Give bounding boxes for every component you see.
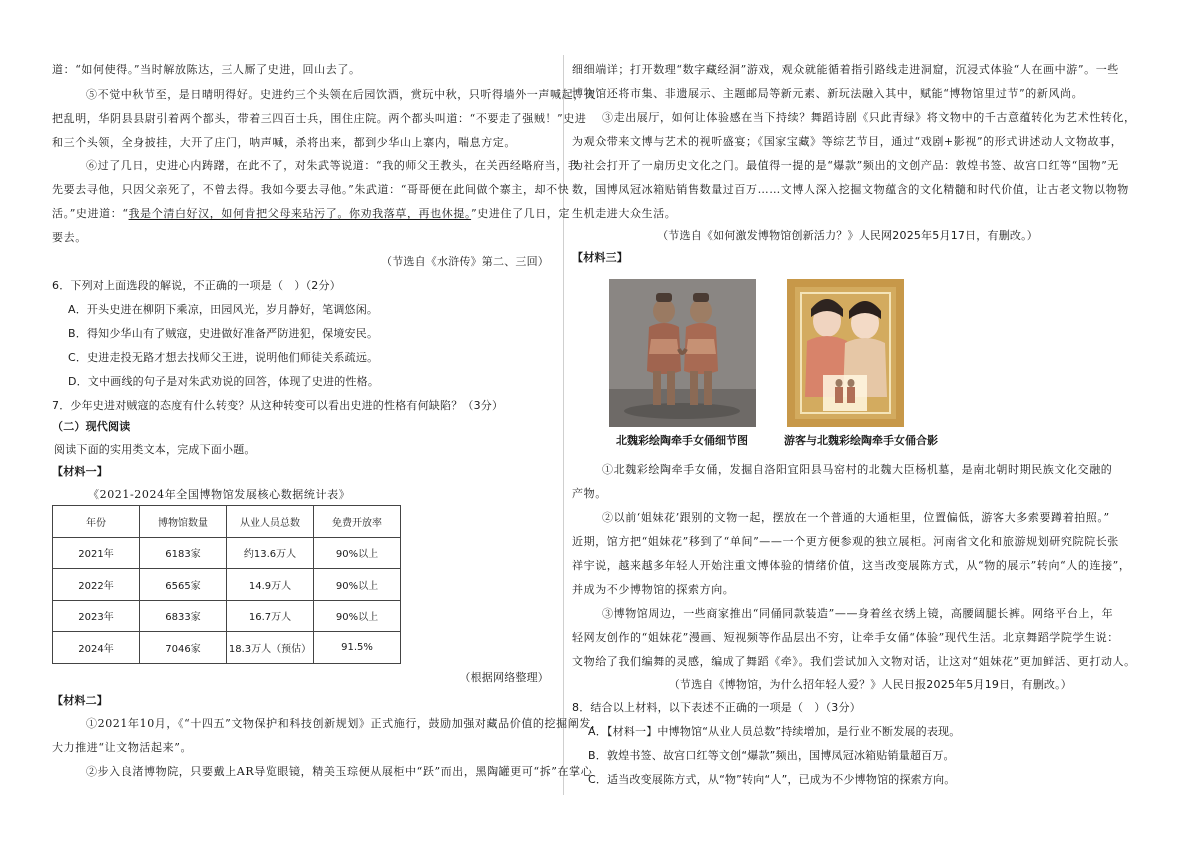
paragraph-line: 和三个头领，全身披挂，大开了庄门，呐声喊，杀将出来，都到少华山上寨内，喘息方定。 [52, 136, 516, 149]
table-cell: 90%以上 [314, 537, 401, 569]
paragraph-line: 细细端详；打开数理“数字藏经洞”游戏，观众就能循着指引路线走进洞窟，沉浸式体验“人在画中游”。一些 [572, 63, 1119, 76]
question-6: 6．下列对上面选段的解说，不正确的一项是（ ）（2分） [52, 279, 341, 292]
paragraph-line: ③博物馆周边，一些商家推出“同俑同款装造”——身着丝衣绣上镜，高腰阔腿长裤。网络平台上，年 [602, 607, 1114, 620]
paragraph-line: 为社会打开了一扇历史文化之门。最值得一提的是“爆款”频出的文创产品：敦煌书签、故宫口红等“国物”无 [572, 159, 1119, 172]
table-header-cell: 博物馆数量 [140, 506, 227, 538]
table-header-cell: 免费开放率 [314, 506, 401, 538]
paragraph-line: 产物。 [572, 487, 607, 500]
paragraph-line: ①2021年10月，《“十四五”文物保护和科技创新规划》正式施行，鼓励加强对藏品价值的挖掘阐发， [86, 717, 603, 730]
paragraph-line: ③走出展厅，如何让体验感在当下持续？舞蹈诗剧《只此青绿》将文物中的千古意蕴转化为艺术性转化， [602, 111, 1136, 124]
paragraph-line: 生机走进大众生活。 [572, 207, 677, 220]
paragraph-line: 近期，馆方把“姐妹花”移到了“单间”——一个更方便参观的独立展柜。河南省文化和旅游规划研究院院长张 [572, 535, 1119, 548]
table-cell: 6565家 [140, 569, 227, 601]
table-cell: 2021年 [53, 537, 140, 569]
table-row [53, 569, 401, 601]
table-cell: 6183家 [140, 537, 227, 569]
table-title: 《2021-2024年全国博物馆发展核心数据统计表》 [88, 488, 351, 501]
paragraph-line: 要去。 [52, 231, 87, 244]
table-header-cell: 从业人员总数 [227, 506, 314, 538]
option-c: C．史进走投无路才想去找师父王进，说明他们师徒关系疏远。 [68, 351, 379, 364]
table-cell: 2024年 [53, 632, 140, 664]
source-citation: （节选自《水浒传》第二、三回） [381, 255, 549, 268]
table-header-row [53, 506, 401, 538]
paragraph-line: 道：“如何使得。”当时解放陈达，三人厮了史进，回山去了。 [52, 63, 361, 76]
option-b: B．得知少华山有了贼寇，史进做好准备严防进犯，保境安民。 [68, 327, 379, 340]
table-cell: 2023年 [53, 600, 140, 632]
paragraph-line: ⑤不觉中秋节至，是日晴明得好。史进约三个头领在后园饮酒，赏玩中秋，只听得墙外一声喊起，火 [86, 88, 597, 101]
table-cell: 90%以上 [314, 569, 401, 601]
visitor-illustration [787, 279, 904, 427]
text-span: ”史进住了几日，定 [471, 207, 571, 220]
paragraph-line: 文物给了我们编舞的灵感，编成了舞蹈《牵》。我们尝试加入文物对话，让这对“姐妹花”更加鲜活、更打动人。 [572, 655, 1136, 668]
paragraph-line: 并成为不少博物馆的探索方向。 [572, 583, 735, 596]
table-header-cell: 年份 [53, 506, 140, 538]
paragraph-line: 祥宇说，越来越多年轻人开始注重文博体验的情绪价值，这当改变展陈方式，从“物的展示”转向“人的连接”， [572, 559, 1131, 572]
option-a: A．开头史进在柳阴下乘凉，田园风光，岁月静好，笔调悠闲。 [68, 303, 379, 316]
question-8: 8．结合以上材料，以下表述不正确的一项是（ ）（3分） [572, 701, 861, 714]
figurine-detail-photo [609, 279, 756, 427]
stats-table [52, 505, 401, 664]
paragraph-line: 轻网友创作的“姐妹花”漫画、短视频等作品层出不穷，让牵手女俑“体验”现代生活。北京舞蹈学院学生说： [572, 631, 1119, 644]
source-citation: （节选自《如何激发博物馆创新活力？》人民网2025年5月17日，有删改。） [657, 229, 1038, 242]
option-a: A．【材料一】中博物馆“从业人员总数”持续增加，是行业不断发展的表现。 [588, 725, 961, 738]
table-cell: 6833家 [140, 600, 227, 632]
table-cell: 约13.6万人 [227, 537, 314, 569]
paragraph-line: 博物馆还将市集、非遗展示、主题邮局等新元素、新玩法融入其中，赋能“博物馆里过节”的新风尚。 [572, 87, 1084, 100]
paragraph-line: 为观众带来文博与艺术的视听盛宴；《国家宝藏》等综艺节目，通过“戏剧+影视”的形式讲述动人文物故事， [572, 135, 1123, 148]
table-cell: 2022年 [53, 569, 140, 601]
table-row [53, 600, 401, 632]
source-citation: （节选自《博物馆，为什么招年轻人爱？》人民日报2025年5月19日，有删改。） [668, 678, 1072, 691]
material-3-label: 【材料三】 [572, 251, 628, 264]
table-cell: 91.5% [314, 632, 401, 664]
option-c: C．适当改变展陈方式，从“物”转向“人”，已成为不少博物馆的探索方向。 [588, 773, 956, 786]
figure-caption: 北魏彩绘陶牵手女俑细节图 [616, 434, 748, 447]
figurine-illustration [609, 279, 756, 427]
paragraph-line: 先要去寻他，只因父亲死了，不曾去得。我如今要去寻他。”朱武道：“哥哥便在此间做个寨主，却不快 [52, 183, 570, 196]
option-d: D．文中画线的句子是对朱武劝说的回答，体现了史进的性格。 [68, 375, 380, 388]
figure-caption: 游客与北魏彩绘陶牵手女俑合影 [784, 434, 938, 447]
table-source: （根据网络整理） [459, 671, 549, 684]
paragraph-line: 把乱明，华阴县县尉引着两个都头，带着三四百士兵，围住庄院。两个都头叫道：“不要走了强贼！”史进 [52, 112, 587, 125]
visitor-photo [787, 279, 904, 427]
paragraph-line: 大力推进“让文物活起来”。 [52, 741, 193, 754]
section-heading: （二）现代阅读 [52, 420, 131, 433]
paragraph-line: 数，国博凤冠冰箱贴销售数量过百万……文博人深入挖掘文物蕴含的文化精髓和时代价值，让古老文物以物物 [572, 183, 1129, 196]
table-cell: 18.3万人（预估） [227, 632, 314, 664]
table-cell: 7046家 [140, 632, 227, 664]
paragraph-line: ①北魏彩绘陶牵手女俑，发掘自洛阳宜阳县马窑村的北魏大臣杨机墓，是南北朝时期民族文化交融的 [602, 463, 1113, 476]
material-1-label: 【材料一】 [52, 465, 108, 478]
paragraph-line: ②以前‘姐妹花’跟别的文物一起，摆放在一个普通的大通柜里，位置偏低，游客大多索要蹲着拍照。” [602, 511, 1110, 524]
material-2-label: 【材料二】 [52, 694, 108, 707]
paragraph-line: ②步入良渚博物院，只要戴上AR导览眼镜，精美玉琮便从展柜中“跃”而出，黑陶罐更可“拆”在掌心 [86, 765, 593, 778]
option-b: B．敦煌书签、故宫口红等文创“爆款”频出，国博凤冠冰箱贴销量超百万。 [588, 749, 955, 762]
instruction: 阅读下面的实用类文本，完成下面小题。 [54, 443, 256, 456]
table-cell: 90%以上 [314, 600, 401, 632]
table-row [53, 537, 401, 569]
paragraph-line: ⑥过了几日，史进心内踌躇，在此不了，对朱武等说道：“我的师父王教头，在关西经略府当，我 [86, 159, 580, 172]
table-row [53, 632, 401, 664]
text-span: 活。”史进道：“ [52, 207, 129, 220]
underlined-sentence: 我是个清白好汉，如何肯把父母来玷污了。你劝我落草，再也休提。 [128, 207, 472, 220]
table-cell: 14.9万人 [227, 569, 314, 601]
question-7: 7．少年史进对贼寇的态度有什么转变？从这种转变可以看出史进的性格有何缺陷？（3分） [52, 399, 504, 412]
paragraph-line [52, 206, 570, 222]
table-cell: 16.7万人 [227, 600, 314, 632]
